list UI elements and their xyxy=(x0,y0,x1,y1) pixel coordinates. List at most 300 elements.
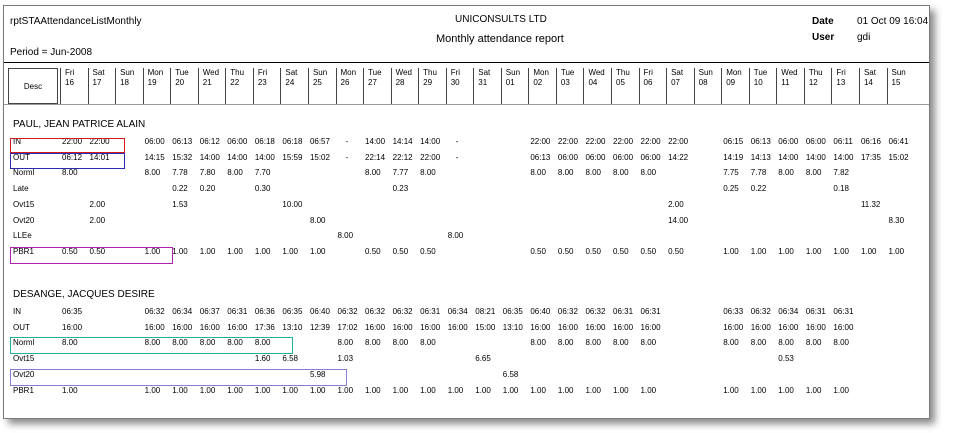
day-header xyxy=(225,68,253,104)
table-cell: 16:00 xyxy=(530,322,551,332)
table-cell: 06:00 xyxy=(778,137,799,146)
table-cell: 0.53 xyxy=(778,354,794,364)
table-cell: 1.00 xyxy=(392,385,409,395)
day-of-week: Tue xyxy=(560,68,575,77)
table-cell: 8.00 xyxy=(778,338,794,348)
table-cell: 14:15 xyxy=(144,152,165,162)
table-cell: 1.00 xyxy=(199,385,216,395)
table-cell: 16:00 xyxy=(144,322,165,332)
user-value: gdi xyxy=(857,32,871,43)
table-cell: 1.00 xyxy=(282,385,298,395)
day-header xyxy=(170,68,198,104)
table-cell: 1.00 xyxy=(254,246,271,256)
table-cell: 7.78 xyxy=(750,168,767,178)
day-number: 25 xyxy=(312,78,322,87)
day-of-week: Mon xyxy=(726,68,742,77)
table-cell: 8.00 xyxy=(420,338,436,348)
table-cell: 14:00 xyxy=(227,152,248,162)
table-cell: 0.30 xyxy=(254,184,271,194)
day-header xyxy=(446,68,474,104)
table-row xyxy=(4,305,929,319)
table-cell: 17:35 xyxy=(860,152,881,162)
day-of-week: Mon xyxy=(533,68,549,77)
table-cell: 8.00 xyxy=(365,338,381,348)
table-cell: 10.00 xyxy=(282,199,303,209)
table-row xyxy=(4,182,929,196)
table-cell: 8.00 xyxy=(585,338,602,348)
day-header xyxy=(639,68,667,104)
table-cell: 8.00 xyxy=(557,338,574,348)
table-cell: 22:00 xyxy=(668,137,689,146)
table-cell: 8.00 xyxy=(199,338,216,348)
table-cell: 08:21 xyxy=(475,307,496,316)
table-cell: 16:00 xyxy=(447,322,468,332)
table-cell: 2.00 xyxy=(89,215,106,225)
table-cell: 16:00 xyxy=(62,322,83,332)
table-row xyxy=(4,321,929,335)
table-cell: 22:00 xyxy=(530,137,551,146)
table-cell: 0.50 xyxy=(668,246,684,256)
day-number: 12 xyxy=(808,78,818,87)
table-cell: 0.50 xyxy=(585,246,602,256)
day-of-week: Mon xyxy=(340,68,357,77)
table-cell: 14:00 xyxy=(805,152,826,162)
table-cell: 14:22 xyxy=(668,152,689,162)
table-cell: 1.00 xyxy=(309,246,326,256)
table-cell: 06:18 xyxy=(254,137,275,146)
table-cell: 06:34 xyxy=(778,307,799,316)
table-cell: 1.00 xyxy=(365,385,381,395)
table-cell: 06:35 xyxy=(62,307,83,316)
table-cell: 1.00 xyxy=(833,385,849,395)
table-cell: 1.00 xyxy=(640,385,657,395)
table-cell: 14:19 xyxy=(723,152,744,162)
row-label: Ovt20 xyxy=(13,215,35,225)
table-cell: 0.22 xyxy=(172,184,188,194)
table-row xyxy=(4,229,929,243)
day-of-week: Thu xyxy=(616,68,630,77)
day-header xyxy=(418,68,446,104)
table-cell: 06:00 xyxy=(557,152,578,162)
report-period: Period = Jun-2008 xyxy=(10,47,93,58)
table-cell: 13:10 xyxy=(282,322,303,332)
day-of-week: Thu xyxy=(423,68,437,77)
table-cell: 1.00 xyxy=(227,385,243,395)
table-cell: 1.00 xyxy=(750,385,767,395)
table-cell: 1.00 xyxy=(530,385,546,395)
day-header xyxy=(336,68,364,104)
day-number: 09 xyxy=(726,78,736,87)
day-header xyxy=(88,68,116,104)
table-cell: 5.98 xyxy=(309,369,326,379)
table-cell: 1.00 xyxy=(833,246,849,256)
row-label: PBR1 xyxy=(13,385,34,395)
table-cell: 1.00 xyxy=(475,385,491,395)
table-cell: 7.80 xyxy=(199,168,216,178)
highlight-norml-row xyxy=(10,337,293,354)
table-cell: 1.00 xyxy=(750,246,767,256)
table-cell: 06:00 xyxy=(805,137,826,146)
table-cell: 16:00 xyxy=(613,322,634,332)
table-cell: 1.00 xyxy=(282,246,298,256)
day-number: 24 xyxy=(285,78,295,87)
table-cell: 8.00 xyxy=(778,168,794,178)
table-cell: 0.22 xyxy=(750,184,767,194)
day-header xyxy=(253,68,281,104)
day-of-week: Thu xyxy=(230,68,245,77)
row-label: Ovt15 xyxy=(13,199,35,209)
table-cell: 0.25 xyxy=(723,184,739,194)
table-cell: 06:18 xyxy=(282,137,303,146)
row-label: Norml xyxy=(13,338,35,348)
day-of-week: Fri xyxy=(65,68,75,77)
table-cell: 8.00 xyxy=(613,338,629,348)
highlight-pbr1-row xyxy=(10,247,173,264)
table-cell: 0.50 xyxy=(365,246,381,256)
day-of-week: Sun xyxy=(120,68,135,77)
day-number: 27 xyxy=(368,78,377,87)
table-cell: 8.00 xyxy=(392,338,409,348)
table-cell: 1.00 xyxy=(723,246,739,256)
table-cell: 16:00 xyxy=(805,322,826,332)
day-of-week: Sat xyxy=(285,68,298,77)
table-cell: 1.00 xyxy=(557,385,574,395)
table-cell: 8.00 xyxy=(227,168,243,178)
day-of-week: Sat xyxy=(863,68,876,77)
table-cell: 06:57 xyxy=(309,137,330,146)
day-number: 06 xyxy=(643,78,653,87)
table-cell: - xyxy=(455,152,459,162)
day-header xyxy=(887,68,915,104)
day-number: 07 xyxy=(671,78,680,87)
table-cell: 16:00 xyxy=(585,322,606,332)
day-number: 14 xyxy=(863,78,873,87)
day-number: 15 xyxy=(891,78,901,87)
table-cell: 06:34 xyxy=(172,307,193,316)
day-header xyxy=(666,68,694,104)
day-header xyxy=(143,68,171,104)
table-cell: 1.00 xyxy=(144,246,161,256)
row-label: IN xyxy=(13,307,21,316)
table-cell: 06:32 xyxy=(337,307,358,316)
day-number: 29 xyxy=(423,78,433,87)
table-cell: 8.00 xyxy=(447,231,464,241)
report-name: rptSTAAttendanceListMonthly xyxy=(10,16,142,27)
day-of-week: Mon xyxy=(147,68,164,77)
table-row xyxy=(4,166,929,180)
table-cell: 06:33 xyxy=(723,307,744,316)
table-cell: 8.00 xyxy=(557,168,574,178)
table-cell: 14.00 xyxy=(668,215,689,225)
day-number: 28 xyxy=(395,78,405,87)
day-number: 02 xyxy=(533,78,543,87)
table-cell: 06:31 xyxy=(833,307,854,316)
day-number: 20 xyxy=(175,78,185,87)
table-cell: 15:00 xyxy=(475,322,496,332)
table-cell: 0.50 xyxy=(640,246,657,256)
table-cell: 13:10 xyxy=(502,322,523,332)
table-cell: 06:32 xyxy=(365,307,386,316)
day-of-week: Sun xyxy=(698,68,713,77)
table-cell: 22:00 xyxy=(640,137,661,146)
report-title: Monthly attendance report xyxy=(436,33,564,45)
table-cell: 16:00 xyxy=(750,322,771,332)
table-cell: 06:37 xyxy=(199,307,220,316)
row-label: IN xyxy=(13,137,21,146)
table-row xyxy=(4,135,929,149)
row-label: OUT xyxy=(13,322,30,332)
table-cell: 06:31 xyxy=(613,307,634,316)
highlight-ovt20-row xyxy=(10,369,347,386)
day-header xyxy=(804,68,832,104)
table-cell: 06:12 xyxy=(62,152,83,162)
table-cell: 1.00 xyxy=(502,385,519,395)
table-cell: 14:00 xyxy=(833,152,854,162)
table-cell: 17:02 xyxy=(337,322,358,332)
day-of-week: Tue xyxy=(753,68,768,77)
user-label: User xyxy=(812,32,835,43)
day-header xyxy=(776,68,804,104)
table-cell: 06:32 xyxy=(585,307,606,316)
table-cell: 14:14 xyxy=(392,137,413,146)
table-cell: 22:12 xyxy=(392,152,413,162)
row-label: Ovt20 xyxy=(13,369,35,379)
day-header xyxy=(583,68,611,104)
table-cell: 1.00 xyxy=(723,385,739,395)
table-cell: 22:00 xyxy=(62,137,83,146)
day-of-week: Wed xyxy=(781,68,798,77)
table-cell: 06:13 xyxy=(172,137,193,146)
day-header xyxy=(473,68,501,104)
table-cell: 06:00 xyxy=(227,137,248,146)
day-of-week: Sat xyxy=(92,68,105,77)
table-cell: 1.00 xyxy=(309,385,326,395)
table-cell: 8.00 xyxy=(365,168,381,178)
desc-column-header: Desc xyxy=(8,68,58,104)
day-of-week: Thu xyxy=(808,68,823,77)
row-label: Norml xyxy=(13,168,35,178)
table-cell: 1.53 xyxy=(172,199,188,209)
table-cell: 06:34 xyxy=(447,307,468,316)
table-cell: 11.32 xyxy=(860,199,881,209)
report-page xyxy=(3,5,930,419)
table-cell: 8.00 xyxy=(530,168,546,178)
table-cell: 16:00 xyxy=(640,322,661,332)
table-cell: 8.00 xyxy=(640,338,657,348)
table-cell: 1.00 xyxy=(888,246,905,256)
table-cell: 0.50 xyxy=(420,246,436,256)
table-cell: 06:13 xyxy=(530,152,551,162)
table-cell: 8.00 xyxy=(254,338,271,348)
table-cell: 06:32 xyxy=(392,307,413,316)
table-cell: 14:00 xyxy=(420,137,441,146)
table-cell: 16:00 xyxy=(172,322,193,332)
day-number: 05 xyxy=(616,78,625,87)
day-number: 11 xyxy=(781,78,790,87)
table-cell: 22:00 xyxy=(585,137,606,146)
table-cell: 6.58 xyxy=(502,369,519,379)
day-of-week: Wed xyxy=(588,68,605,77)
column-header-divider xyxy=(4,104,929,105)
table-cell: 0.50 xyxy=(613,246,629,256)
table-cell: 8.00 xyxy=(613,168,629,178)
table-cell: 1.03 xyxy=(337,354,354,364)
day-number: 22 xyxy=(230,78,240,87)
table-cell: 1.00 xyxy=(447,385,464,395)
table-cell: 06:41 xyxy=(888,137,909,146)
table-cell: 6.58 xyxy=(282,354,298,364)
table-cell: 14:00 xyxy=(778,152,799,162)
table-cell: 06:31 xyxy=(640,307,661,316)
day-number: 31 xyxy=(478,78,488,87)
day-of-week: Fri xyxy=(257,68,268,77)
day-of-week: Sat xyxy=(478,68,491,77)
day-header xyxy=(611,68,639,104)
table-cell: 8.00 xyxy=(833,338,849,348)
table-cell: 06:36 xyxy=(254,307,275,316)
table-cell: 1.00 xyxy=(62,385,78,395)
table-cell: 1.00 xyxy=(337,385,354,395)
table-cell: 8.00 xyxy=(172,338,188,348)
table-cell: 15:02 xyxy=(888,152,909,162)
table-cell: 8.00 xyxy=(144,338,161,348)
day-number: 04 xyxy=(588,78,598,87)
header-divider xyxy=(4,62,929,63)
table-cell: 0.50 xyxy=(530,246,546,256)
day-of-week: Wed xyxy=(202,68,220,77)
table-cell: 16:00 xyxy=(557,322,578,332)
table-cell: 8.00 xyxy=(420,168,436,178)
table-row xyxy=(4,352,929,366)
date-label: Date xyxy=(812,16,834,27)
table-cell: 8.00 xyxy=(585,168,602,178)
table-cell: 06:16 xyxy=(860,137,881,146)
day-of-week: Sat xyxy=(671,68,684,77)
day-header xyxy=(859,68,887,104)
day-header xyxy=(721,68,749,104)
day-number: 18 xyxy=(120,78,129,87)
table-cell: 1.60 xyxy=(254,354,271,364)
table-cell: 12:39 xyxy=(309,322,330,332)
day-header xyxy=(831,68,859,104)
day-number: 19 xyxy=(147,78,157,87)
day-number: 08 xyxy=(698,78,708,87)
table-cell: 16:00 xyxy=(833,322,854,332)
table-cell: 06:00 xyxy=(613,152,634,162)
table-cell: 1.00 xyxy=(144,385,161,395)
day-header xyxy=(694,68,722,104)
table-cell: 1.00 xyxy=(254,385,271,395)
table-cell: 15:02 xyxy=(309,152,330,162)
table-cell: 06:00 xyxy=(640,152,661,162)
table-cell: - xyxy=(455,137,459,146)
table-cell: 06:12 xyxy=(199,137,220,146)
table-cell: 16:00 xyxy=(227,322,248,332)
table-cell: 15:59 xyxy=(282,152,303,162)
row-label: PBR1 xyxy=(13,246,34,256)
table-cell: 06:35 xyxy=(282,307,303,316)
table-cell: 16:00 xyxy=(392,322,413,332)
table-cell: 06:32 xyxy=(557,307,578,316)
table-cell: 8.00 xyxy=(530,338,546,348)
row-label: OUT xyxy=(13,152,30,162)
table-cell: 06:31 xyxy=(420,307,441,316)
day-header xyxy=(391,68,419,104)
table-cell: 2.00 xyxy=(89,199,106,209)
employee-name: DESANGE, JACQUES DESIRE xyxy=(13,289,155,300)
day-number: 23 xyxy=(257,78,267,87)
table-cell: 1.00 xyxy=(613,385,629,395)
table-cell: 16:00 xyxy=(420,322,441,332)
table-cell: 7.82 xyxy=(833,168,849,178)
highlight-in-row xyxy=(10,138,125,153)
row-label: Late xyxy=(13,184,29,194)
table-cell: 0.50 xyxy=(89,246,106,256)
day-header xyxy=(501,68,529,104)
table-cell: 7.78 xyxy=(172,168,188,178)
table-cell: 06:35 xyxy=(502,307,523,316)
table-cell: 8.00 xyxy=(337,231,354,241)
table-cell: 1.00 xyxy=(778,246,794,256)
table-cell: 8.00 xyxy=(227,338,243,348)
table-cell: 7.77 xyxy=(392,168,409,178)
table-cell: 1.00 xyxy=(172,385,188,395)
day-number: 13 xyxy=(836,78,846,87)
table-cell: 14:13 xyxy=(750,152,771,162)
table-cell: 8.00 xyxy=(640,168,657,178)
day-number: 16 xyxy=(65,78,74,87)
table-cell: 1.00 xyxy=(805,246,822,256)
table-cell: - xyxy=(345,137,349,146)
table-cell: 8.00 xyxy=(805,338,822,348)
row-label: Ovt15 xyxy=(13,354,35,364)
table-cell: 22:14 xyxy=(365,152,386,162)
day-number: 10 xyxy=(753,78,763,87)
table-cell: 06:40 xyxy=(309,307,330,316)
table-cell: 1.00 xyxy=(227,246,243,256)
day-header xyxy=(363,68,391,104)
table-cell: 06:40 xyxy=(530,307,551,316)
day-of-week: Fri xyxy=(450,68,461,77)
table-cell: 06:31 xyxy=(227,307,248,316)
table-cell: 1.00 xyxy=(585,385,602,395)
day-header xyxy=(749,68,777,104)
highlight-out-row xyxy=(10,153,125,169)
table-cell: 8.00 xyxy=(805,168,822,178)
table-cell: 16:00 xyxy=(778,322,799,332)
day-number: 03 xyxy=(560,78,570,87)
day-of-week: Tue xyxy=(368,68,382,77)
table-cell: 1.00 xyxy=(199,246,216,256)
date-value: 01 Oct 09 16:04 xyxy=(857,16,929,27)
table-cell: 8.00 xyxy=(750,338,767,348)
table-cell: 0.18 xyxy=(833,184,849,194)
day-number: 26 xyxy=(340,78,350,87)
table-cell: 06:00 xyxy=(585,152,606,162)
table-cell: 22:00 xyxy=(89,137,110,146)
day-number: 17 xyxy=(92,78,102,87)
table-cell: 06:31 xyxy=(805,307,826,316)
day-number: 21 xyxy=(202,78,212,87)
table-cell: 22:00 xyxy=(557,137,578,146)
day-of-week: Tue xyxy=(175,68,189,77)
table-cell: 0.50 xyxy=(62,246,78,256)
table-cell: 1.00 xyxy=(805,385,822,395)
table-cell: 16:00 xyxy=(365,322,386,332)
table-cell: 1.00 xyxy=(172,246,188,256)
table-cell: 14:00 xyxy=(254,152,275,162)
table-cell: 7.75 xyxy=(723,168,739,178)
